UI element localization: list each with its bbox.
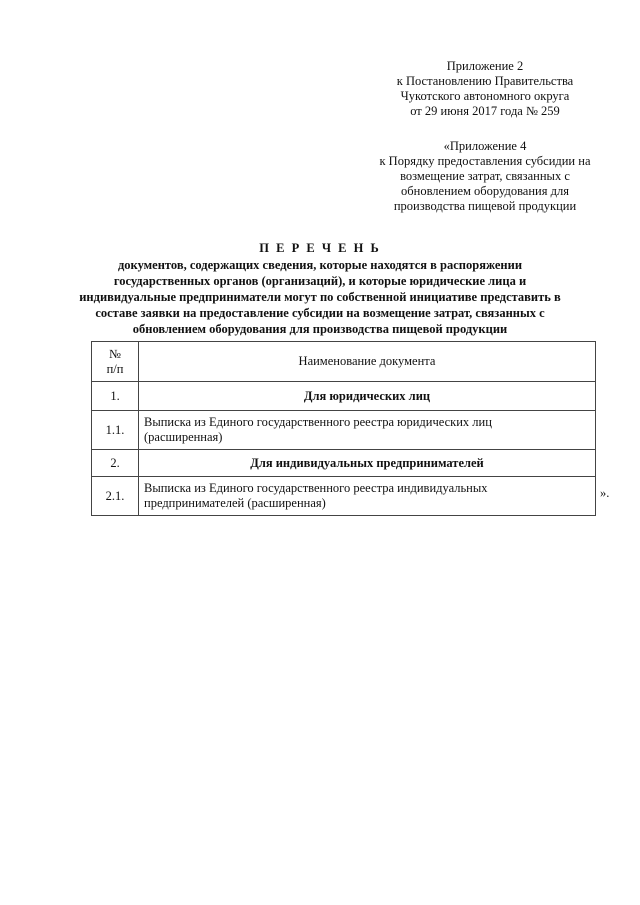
row-num-cell: 2. <box>92 450 139 477</box>
appendix-line: возмещение затрат, связанных с <box>400 169 570 183</box>
header-num-symbol: № <box>109 346 121 361</box>
header-name-cell: Наименование документа <box>139 342 596 382</box>
appendix-line: к Порядку предоставления субсидии на <box>379 154 591 168</box>
heading-title: П Е Р Е Ч Е Н Ь <box>259 241 381 255</box>
appendix-line: Приложение 2 <box>446 59 524 73</box>
heading-line: составе заявки на предоставление субсидии на возмещение затрат, связанных с <box>95 306 545 320</box>
document-heading <box>60 240 580 337</box>
heading-line: документов, содержащих сведения, которые находятся в распоряжении <box>117 258 523 272</box>
appendix-line: Чукотского автономного округа <box>400 89 570 103</box>
header-num-cell <box>92 342 139 382</box>
heading-subtitle <box>60 257 580 337</box>
appendix-current-block <box>340 59 630 119</box>
row-document-line: предпринимателей (расширенная) <box>144 496 326 510</box>
row-document-line: Выписка из Единого государственного реестра индивидуальных <box>144 481 488 495</box>
table-header-row <box>92 342 596 382</box>
heading-line: государственных органов (организаций), и которые юридические лица и <box>113 274 527 288</box>
row-document-line: (расширенная) <box>144 430 223 444</box>
row-num-cell: 2.1. <box>92 477 139 516</box>
appendix-line: «Приложение 4 <box>443 139 527 153</box>
header-num-label: п/п <box>106 361 124 376</box>
row-document-name <box>139 477 596 516</box>
row-section-title: Для индивидуальных предпринимателей <box>139 450 596 477</box>
row-section-title: Для юридических лиц <box>139 382 596 411</box>
heading-line: обновлением оборудования для производства пищевой продукции <box>132 322 508 336</box>
appendix-line: к Постановлению Правительства <box>396 74 574 88</box>
table-row <box>92 477 596 516</box>
appendix-line: обновлением оборудования для <box>401 184 569 198</box>
appendix-line: производства пищевой продукции <box>393 199 577 213</box>
heading-line: индивидуальные предприниматели могут по собственной инициативе представить в <box>79 290 561 304</box>
table-row <box>92 450 596 477</box>
row-document-line: Выписка из Единого государственного реестра юридических лиц <box>144 415 492 429</box>
row-num-cell: 1.1. <box>92 411 139 450</box>
row-num-cell: 1. <box>92 382 139 411</box>
appendix-line: от 29 июня 2017 года № 259 <box>410 104 560 118</box>
appendix-original-block <box>340 139 630 214</box>
table-row <box>92 382 596 411</box>
closing-quote: ». <box>600 486 610 500</box>
table-row <box>92 411 596 450</box>
row-document-name <box>139 411 596 450</box>
documents-table <box>91 341 596 516</box>
